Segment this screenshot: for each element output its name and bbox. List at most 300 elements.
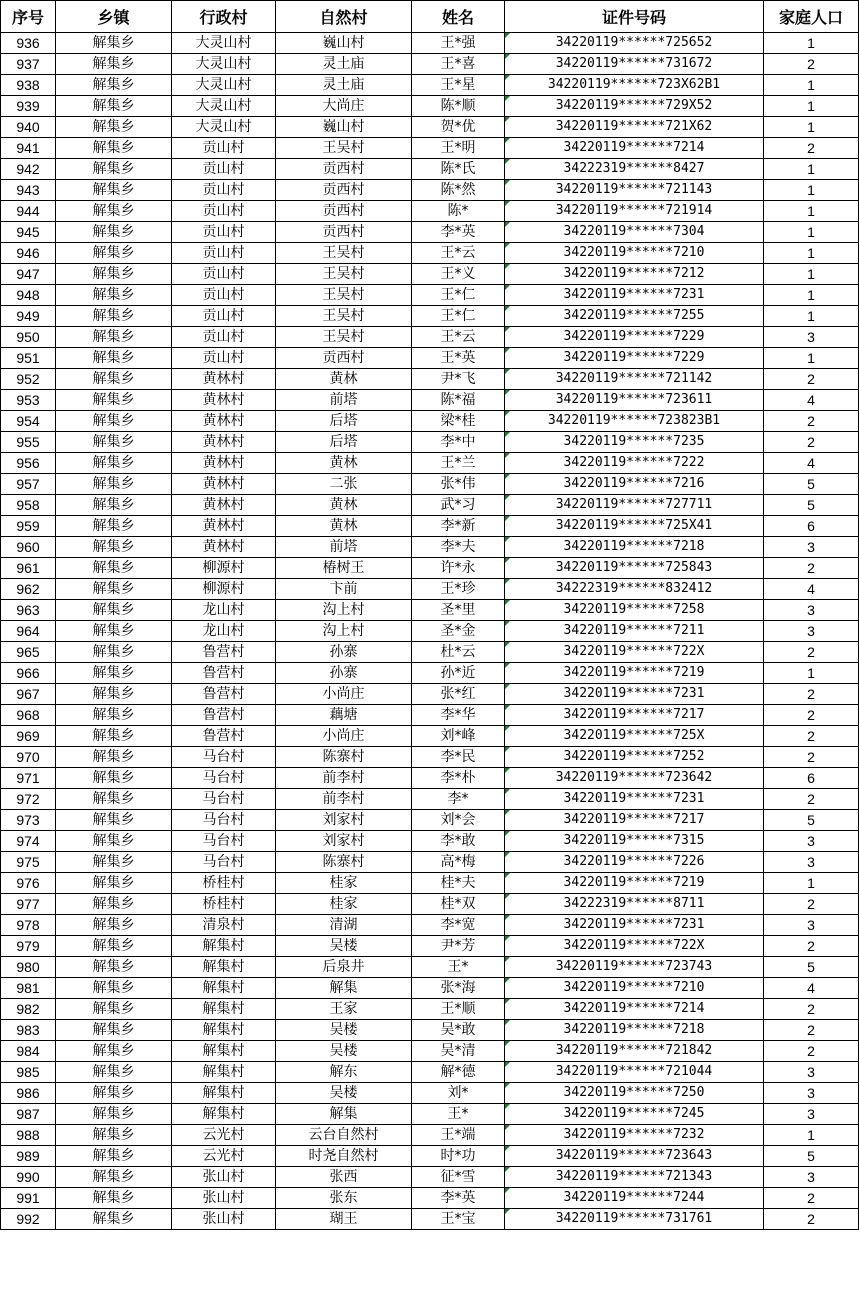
cell-township: 解集乡 bbox=[56, 33, 172, 54]
cell-township: 解集乡 bbox=[56, 411, 172, 432]
cell-serial: 979 bbox=[1, 936, 56, 957]
cell-admin-village: 马台村 bbox=[172, 831, 276, 852]
cell-name: 李*英 bbox=[412, 1188, 505, 1209]
table-row bbox=[1, 831, 859, 852]
cell-serial: 943 bbox=[1, 180, 56, 201]
table-row bbox=[1, 1062, 859, 1083]
header-township: 乡镇 bbox=[56, 1, 172, 33]
cell-serial: 976 bbox=[1, 873, 56, 894]
cell-township: 解集乡 bbox=[56, 138, 172, 159]
cell-admin-village: 大灵山村 bbox=[172, 96, 276, 117]
cell-admin-village: 黄林村 bbox=[172, 453, 276, 474]
cell-name: 王*星 bbox=[412, 75, 505, 96]
cell-id-number: 34220119******721X62 bbox=[505, 117, 764, 138]
cell-household-size: 1 bbox=[764, 306, 859, 327]
cell-name: 王*兰 bbox=[412, 453, 505, 474]
cell-admin-village: 解集村 bbox=[172, 1020, 276, 1041]
cell-township: 解集乡 bbox=[56, 915, 172, 936]
cell-admin-village: 马台村 bbox=[172, 768, 276, 789]
cell-name: 刘* bbox=[412, 1083, 505, 1104]
table-row bbox=[1, 1083, 859, 1104]
cell-admin-village: 大灵山村 bbox=[172, 117, 276, 138]
cell-township: 解集乡 bbox=[56, 789, 172, 810]
cell-admin-village: 黄林村 bbox=[172, 390, 276, 411]
cell-natural-village: 吴楼 bbox=[276, 936, 412, 957]
cell-township: 解集乡 bbox=[56, 1146, 172, 1167]
cell-serial: 975 bbox=[1, 852, 56, 873]
cell-township: 解集乡 bbox=[56, 285, 172, 306]
cell-id-number: 34220119******7219 bbox=[505, 873, 764, 894]
cell-serial: 967 bbox=[1, 684, 56, 705]
cell-serial: 974 bbox=[1, 831, 56, 852]
cell-household-size: 4 bbox=[764, 579, 859, 600]
cell-name: 李*夫 bbox=[412, 537, 505, 558]
cell-serial: 938 bbox=[1, 75, 56, 96]
cell-name: 张*红 bbox=[412, 684, 505, 705]
cell-township: 解集乡 bbox=[56, 495, 172, 516]
cell-household-size: 2 bbox=[764, 684, 859, 705]
table-row bbox=[1, 369, 859, 390]
cell-serial: 978 bbox=[1, 915, 56, 936]
cell-admin-village: 张山村 bbox=[172, 1167, 276, 1188]
cell-id-number: 34220119******723643 bbox=[505, 1146, 764, 1167]
cell-id-number: 34220119******721842 bbox=[505, 1041, 764, 1062]
table-row bbox=[1, 180, 859, 201]
table-row bbox=[1, 285, 859, 306]
cell-admin-village: 贡山村 bbox=[172, 201, 276, 222]
cell-township: 解集乡 bbox=[56, 726, 172, 747]
cell-admin-village: 龙山村 bbox=[172, 621, 276, 642]
cell-household-size: 3 bbox=[764, 1062, 859, 1083]
cell-township: 解集乡 bbox=[56, 75, 172, 96]
table-row bbox=[1, 978, 859, 999]
cell-township: 解集乡 bbox=[56, 810, 172, 831]
cell-name: 贺*优 bbox=[412, 117, 505, 138]
cell-township: 解集乡 bbox=[56, 474, 172, 495]
cell-name: 王*珍 bbox=[412, 579, 505, 600]
cell-serial: 962 bbox=[1, 579, 56, 600]
cell-household-size: 6 bbox=[764, 516, 859, 537]
cell-household-size: 3 bbox=[764, 1104, 859, 1125]
cell-serial: 955 bbox=[1, 432, 56, 453]
cell-serial: 968 bbox=[1, 705, 56, 726]
cell-id-number: 34220119******7304 bbox=[505, 222, 764, 243]
cell-township: 解集乡 bbox=[56, 852, 172, 873]
cell-name: 王*宝 bbox=[412, 1209, 505, 1230]
cell-natural-village: 后塔 bbox=[276, 432, 412, 453]
cell-township: 解集乡 bbox=[56, 516, 172, 537]
cell-natural-village: 王吴村 bbox=[276, 138, 412, 159]
cell-natural-village: 吴楼 bbox=[276, 1020, 412, 1041]
cell-name: 李*民 bbox=[412, 747, 505, 768]
cell-id-number: 34220119******723823B1 bbox=[505, 411, 764, 432]
table-row bbox=[1, 558, 859, 579]
cell-admin-village: 鲁营村 bbox=[172, 705, 276, 726]
cell-serial: 956 bbox=[1, 453, 56, 474]
cell-id-number: 34220119******7231 bbox=[505, 285, 764, 306]
cell-name: 桂*双 bbox=[412, 894, 505, 915]
table-row bbox=[1, 1020, 859, 1041]
header-household-size: 家庭人口 bbox=[764, 1, 859, 33]
cell-household-size: 3 bbox=[764, 852, 859, 873]
cell-natural-village: 吴楼 bbox=[276, 1041, 412, 1062]
cell-admin-village: 贡山村 bbox=[172, 222, 276, 243]
cell-natural-village: 王吴村 bbox=[276, 285, 412, 306]
cell-township: 解集乡 bbox=[56, 264, 172, 285]
cell-serial: 971 bbox=[1, 768, 56, 789]
table-row bbox=[1, 54, 859, 75]
cell-id-number: 34220119******722X bbox=[505, 642, 764, 663]
cell-admin-village: 大灵山村 bbox=[172, 54, 276, 75]
cell-natural-village: 椿树王 bbox=[276, 558, 412, 579]
cell-township: 解集乡 bbox=[56, 1188, 172, 1209]
cell-serial: 990 bbox=[1, 1167, 56, 1188]
cell-admin-village: 马台村 bbox=[172, 810, 276, 831]
cell-id-number: 34220119******7218 bbox=[505, 537, 764, 558]
cell-natural-village: 王吴村 bbox=[276, 243, 412, 264]
cell-serial: 972 bbox=[1, 789, 56, 810]
cell-natural-village: 巍山村 bbox=[276, 117, 412, 138]
header-row bbox=[1, 1, 859, 33]
cell-serial: 989 bbox=[1, 1146, 56, 1167]
cell-household-size: 3 bbox=[764, 537, 859, 558]
cell-id-number: 34220119******7210 bbox=[505, 243, 764, 264]
cell-household-size: 3 bbox=[764, 1083, 859, 1104]
cell-household-size: 5 bbox=[764, 957, 859, 978]
cell-serial: 947 bbox=[1, 264, 56, 285]
table-row bbox=[1, 1125, 859, 1146]
cell-township: 解集乡 bbox=[56, 873, 172, 894]
cell-name: 刘*峰 bbox=[412, 726, 505, 747]
table-row bbox=[1, 33, 859, 54]
cell-name: 王*仁 bbox=[412, 285, 505, 306]
cell-township: 解集乡 bbox=[56, 600, 172, 621]
cell-name: 张*海 bbox=[412, 978, 505, 999]
cell-township: 解集乡 bbox=[56, 117, 172, 138]
cell-township: 解集乡 bbox=[56, 369, 172, 390]
cell-natural-village: 解集 bbox=[276, 1104, 412, 1125]
cell-serial: 992 bbox=[1, 1209, 56, 1230]
cell-serial: 936 bbox=[1, 33, 56, 54]
cell-household-size: 2 bbox=[764, 894, 859, 915]
cell-admin-village: 解集村 bbox=[172, 978, 276, 999]
cell-household-size: 4 bbox=[764, 390, 859, 411]
cell-name: 许*永 bbox=[412, 558, 505, 579]
cell-serial: 986 bbox=[1, 1083, 56, 1104]
cell-natural-village: 黄林 bbox=[276, 369, 412, 390]
cell-household-size: 3 bbox=[764, 621, 859, 642]
cell-id-number: 34220119******725X bbox=[505, 726, 764, 747]
cell-admin-village: 龙山村 bbox=[172, 600, 276, 621]
cell-household-size: 1 bbox=[764, 75, 859, 96]
table-row bbox=[1, 495, 859, 516]
table-row bbox=[1, 432, 859, 453]
cell-name: 尹*飞 bbox=[412, 369, 505, 390]
cell-natural-village: 张东 bbox=[276, 1188, 412, 1209]
cell-id-number: 34220119******7231 bbox=[505, 915, 764, 936]
header-admin-village: 行政村 bbox=[172, 1, 276, 33]
table-row bbox=[1, 516, 859, 537]
table-row bbox=[1, 915, 859, 936]
cell-id-number: 34220119******7218 bbox=[505, 1020, 764, 1041]
cell-admin-village: 桥桂村 bbox=[172, 894, 276, 915]
cell-township: 解集乡 bbox=[56, 621, 172, 642]
cell-serial: 961 bbox=[1, 558, 56, 579]
cell-township: 解集乡 bbox=[56, 1020, 172, 1041]
cell-household-size: 2 bbox=[764, 789, 859, 810]
cell-name: 王*义 bbox=[412, 264, 505, 285]
cell-name: 尹*芳 bbox=[412, 936, 505, 957]
cell-name: 孙*近 bbox=[412, 663, 505, 684]
cell-natural-village: 贡西村 bbox=[276, 180, 412, 201]
cell-name: 时*功 bbox=[412, 1146, 505, 1167]
cell-name: 李*华 bbox=[412, 705, 505, 726]
cell-natural-village: 云台自然村 bbox=[276, 1125, 412, 1146]
cell-id-number: 34220119******723611 bbox=[505, 390, 764, 411]
cell-id-number: 34220119******723642 bbox=[505, 768, 764, 789]
cell-name: 桂*夫 bbox=[412, 873, 505, 894]
cell-serial: 941 bbox=[1, 138, 56, 159]
cell-household-size: 1 bbox=[764, 201, 859, 222]
cell-township: 解集乡 bbox=[56, 1125, 172, 1146]
cell-serial: 982 bbox=[1, 999, 56, 1020]
cell-township: 解集乡 bbox=[56, 1209, 172, 1230]
cell-name: 李*宽 bbox=[412, 915, 505, 936]
cell-name: 王*云 bbox=[412, 327, 505, 348]
cell-natural-village: 藕塘 bbox=[276, 705, 412, 726]
cell-natural-village: 孙寨 bbox=[276, 642, 412, 663]
cell-township: 解集乡 bbox=[56, 1062, 172, 1083]
table-row bbox=[1, 684, 859, 705]
table-row bbox=[1, 663, 859, 684]
table-row bbox=[1, 159, 859, 180]
cell-serial: 957 bbox=[1, 474, 56, 495]
cell-natural-village: 陈寨村 bbox=[276, 747, 412, 768]
cell-id-number: 34220119******721143 bbox=[505, 180, 764, 201]
cell-township: 解集乡 bbox=[56, 390, 172, 411]
cell-household-size: 3 bbox=[764, 831, 859, 852]
cell-admin-village: 黄林村 bbox=[172, 432, 276, 453]
cell-township: 解集乡 bbox=[56, 663, 172, 684]
cell-serial: 966 bbox=[1, 663, 56, 684]
cell-household-size: 2 bbox=[764, 54, 859, 75]
cell-admin-village: 贡山村 bbox=[172, 348, 276, 369]
table-row bbox=[1, 1188, 859, 1209]
cell-serial: 987 bbox=[1, 1104, 56, 1125]
table-row bbox=[1, 726, 859, 747]
cell-id-number: 34220119******723X62B1 bbox=[505, 75, 764, 96]
table-row bbox=[1, 243, 859, 264]
cell-natural-village: 前李村 bbox=[276, 768, 412, 789]
cell-serial: 988 bbox=[1, 1125, 56, 1146]
cell-admin-village: 贡山村 bbox=[172, 264, 276, 285]
table-row bbox=[1, 852, 859, 873]
cell-admin-village: 贡山村 bbox=[172, 243, 276, 264]
cell-name: 王* bbox=[412, 957, 505, 978]
cell-admin-village: 黄林村 bbox=[172, 495, 276, 516]
cell-household-size: 5 bbox=[764, 474, 859, 495]
cell-id-number: 34220119******7250 bbox=[505, 1083, 764, 1104]
cell-household-size: 2 bbox=[764, 726, 859, 747]
table-row bbox=[1, 999, 859, 1020]
cell-admin-village: 张山村 bbox=[172, 1188, 276, 1209]
cell-id-number: 34220119******7210 bbox=[505, 978, 764, 999]
cell-id-number: 34220119******7214 bbox=[505, 138, 764, 159]
cell-household-size: 1 bbox=[764, 1125, 859, 1146]
cell-township: 解集乡 bbox=[56, 327, 172, 348]
cell-household-size: 1 bbox=[764, 243, 859, 264]
cell-township: 解集乡 bbox=[56, 306, 172, 327]
cell-household-size: 1 bbox=[764, 180, 859, 201]
cell-name: 李*敢 bbox=[412, 831, 505, 852]
cell-household-size: 3 bbox=[764, 600, 859, 621]
cell-id-number: 34220119******7231 bbox=[505, 684, 764, 705]
cell-admin-village: 贡山村 bbox=[172, 138, 276, 159]
cell-serial: 983 bbox=[1, 1020, 56, 1041]
cell-natural-village: 孙寨 bbox=[276, 663, 412, 684]
table-row bbox=[1, 579, 859, 600]
cell-id-number: 34220119******7232 bbox=[505, 1125, 764, 1146]
cell-id-number: 34220119******7217 bbox=[505, 705, 764, 726]
cell-natural-village: 桂家 bbox=[276, 894, 412, 915]
cell-name: 杜*云 bbox=[412, 642, 505, 663]
cell-natural-village: 巍山村 bbox=[276, 33, 412, 54]
cell-admin-village: 云光村 bbox=[172, 1125, 276, 1146]
cell-id-number: 34220119******723743 bbox=[505, 957, 764, 978]
cell-name: 刘*会 bbox=[412, 810, 505, 831]
table-row bbox=[1, 1041, 859, 1062]
table-row bbox=[1, 201, 859, 222]
cell-serial: 984 bbox=[1, 1041, 56, 1062]
cell-admin-village: 马台村 bbox=[172, 747, 276, 768]
cell-id-number: 34220119******7211 bbox=[505, 621, 764, 642]
cell-id-number: 34220119******725652 bbox=[505, 33, 764, 54]
cell-serial: 945 bbox=[1, 222, 56, 243]
cell-name: 王*明 bbox=[412, 138, 505, 159]
cell-natural-village: 时尧自然村 bbox=[276, 1146, 412, 1167]
cell-id-number: 34220119******7235 bbox=[505, 432, 764, 453]
cell-serial: 948 bbox=[1, 285, 56, 306]
table-row bbox=[1, 1104, 859, 1125]
cell-admin-village: 解集村 bbox=[172, 1083, 276, 1104]
cell-admin-village: 柳源村 bbox=[172, 558, 276, 579]
cell-natural-village: 前塔 bbox=[276, 537, 412, 558]
table-row bbox=[1, 894, 859, 915]
cell-township: 解集乡 bbox=[56, 831, 172, 852]
header-name: 姓名 bbox=[412, 1, 505, 33]
cell-id-number: 34220119******7231 bbox=[505, 789, 764, 810]
cell-admin-village: 云光村 bbox=[172, 1146, 276, 1167]
cell-id-number: 34222319******8711 bbox=[505, 894, 764, 915]
cell-name: 圣*里 bbox=[412, 600, 505, 621]
cell-natural-village: 沟上村 bbox=[276, 621, 412, 642]
cell-township: 解集乡 bbox=[56, 957, 172, 978]
cell-name: 陈* bbox=[412, 201, 505, 222]
cell-household-size: 2 bbox=[764, 747, 859, 768]
cell-natural-village: 小尚庄 bbox=[276, 726, 412, 747]
cell-household-size: 2 bbox=[764, 999, 859, 1020]
table-row bbox=[1, 306, 859, 327]
cell-township: 解集乡 bbox=[56, 936, 172, 957]
cell-household-size: 2 bbox=[764, 558, 859, 579]
cell-natural-village: 解东 bbox=[276, 1062, 412, 1083]
cell-natural-village: 灵土庙 bbox=[276, 54, 412, 75]
cell-natural-village: 王吴村 bbox=[276, 327, 412, 348]
cell-household-size: 4 bbox=[764, 978, 859, 999]
table-row bbox=[1, 705, 859, 726]
cell-serial: 969 bbox=[1, 726, 56, 747]
table-row bbox=[1, 600, 859, 621]
header-natural-village: 自然村 bbox=[276, 1, 412, 33]
cell-township: 解集乡 bbox=[56, 453, 172, 474]
cell-name: 陈*福 bbox=[412, 390, 505, 411]
cell-name: 陈*顺 bbox=[412, 96, 505, 117]
cell-serial: 942 bbox=[1, 159, 56, 180]
cell-name: 李*英 bbox=[412, 222, 505, 243]
cell-id-number: 34220119******7216 bbox=[505, 474, 764, 495]
cell-name: 王*强 bbox=[412, 33, 505, 54]
cell-natural-village: 黄林 bbox=[276, 516, 412, 537]
cell-township: 解集乡 bbox=[56, 999, 172, 1020]
cell-township: 解集乡 bbox=[56, 558, 172, 579]
cell-name: 解*德 bbox=[412, 1062, 505, 1083]
cell-serial: 965 bbox=[1, 642, 56, 663]
cell-township: 解集乡 bbox=[56, 222, 172, 243]
cell-household-size: 1 bbox=[764, 33, 859, 54]
table-row bbox=[1, 936, 859, 957]
cell-serial: 946 bbox=[1, 243, 56, 264]
header-id-number: 证件号码 bbox=[505, 1, 764, 33]
cell-serial: 960 bbox=[1, 537, 56, 558]
cell-serial: 963 bbox=[1, 600, 56, 621]
cell-serial: 959 bbox=[1, 516, 56, 537]
cell-id-number: 34220119******7222 bbox=[505, 453, 764, 474]
cell-id-number: 34220119******7244 bbox=[505, 1188, 764, 1209]
cell-township: 解集乡 bbox=[56, 96, 172, 117]
cell-household-size: 3 bbox=[764, 915, 859, 936]
cell-admin-village: 清泉村 bbox=[172, 915, 276, 936]
cell-household-size: 1 bbox=[764, 285, 859, 306]
cell-name: 武*习 bbox=[412, 495, 505, 516]
cell-id-number: 34220119******731672 bbox=[505, 54, 764, 75]
cell-admin-village: 黄林村 bbox=[172, 369, 276, 390]
cell-name: 张*伟 bbox=[412, 474, 505, 495]
cell-township: 解集乡 bbox=[56, 579, 172, 600]
cell-natural-village: 前塔 bbox=[276, 390, 412, 411]
cell-township: 解集乡 bbox=[56, 684, 172, 705]
table-row bbox=[1, 789, 859, 810]
cell-natural-village: 桂家 bbox=[276, 873, 412, 894]
cell-household-size: 1 bbox=[764, 159, 859, 180]
cell-township: 解集乡 bbox=[56, 1104, 172, 1125]
cell-household-size: 3 bbox=[764, 1167, 859, 1188]
cell-household-size: 5 bbox=[764, 1146, 859, 1167]
table-row bbox=[1, 138, 859, 159]
table-body bbox=[1, 33, 859, 1230]
cell-id-number: 34220119******729X52 bbox=[505, 96, 764, 117]
cell-admin-village: 解集村 bbox=[172, 999, 276, 1020]
cell-natural-village: 贡西村 bbox=[276, 348, 412, 369]
cell-natural-village: 灵土庙 bbox=[276, 75, 412, 96]
table-row bbox=[1, 747, 859, 768]
cell-township: 解集乡 bbox=[56, 159, 172, 180]
cell-admin-village: 鲁营村 bbox=[172, 642, 276, 663]
cell-id-number: 34220119******7214 bbox=[505, 999, 764, 1020]
cell-id-number: 34220119******7219 bbox=[505, 663, 764, 684]
cell-serial: 950 bbox=[1, 327, 56, 348]
cell-township: 解集乡 bbox=[56, 201, 172, 222]
cell-natural-village: 刘家村 bbox=[276, 831, 412, 852]
